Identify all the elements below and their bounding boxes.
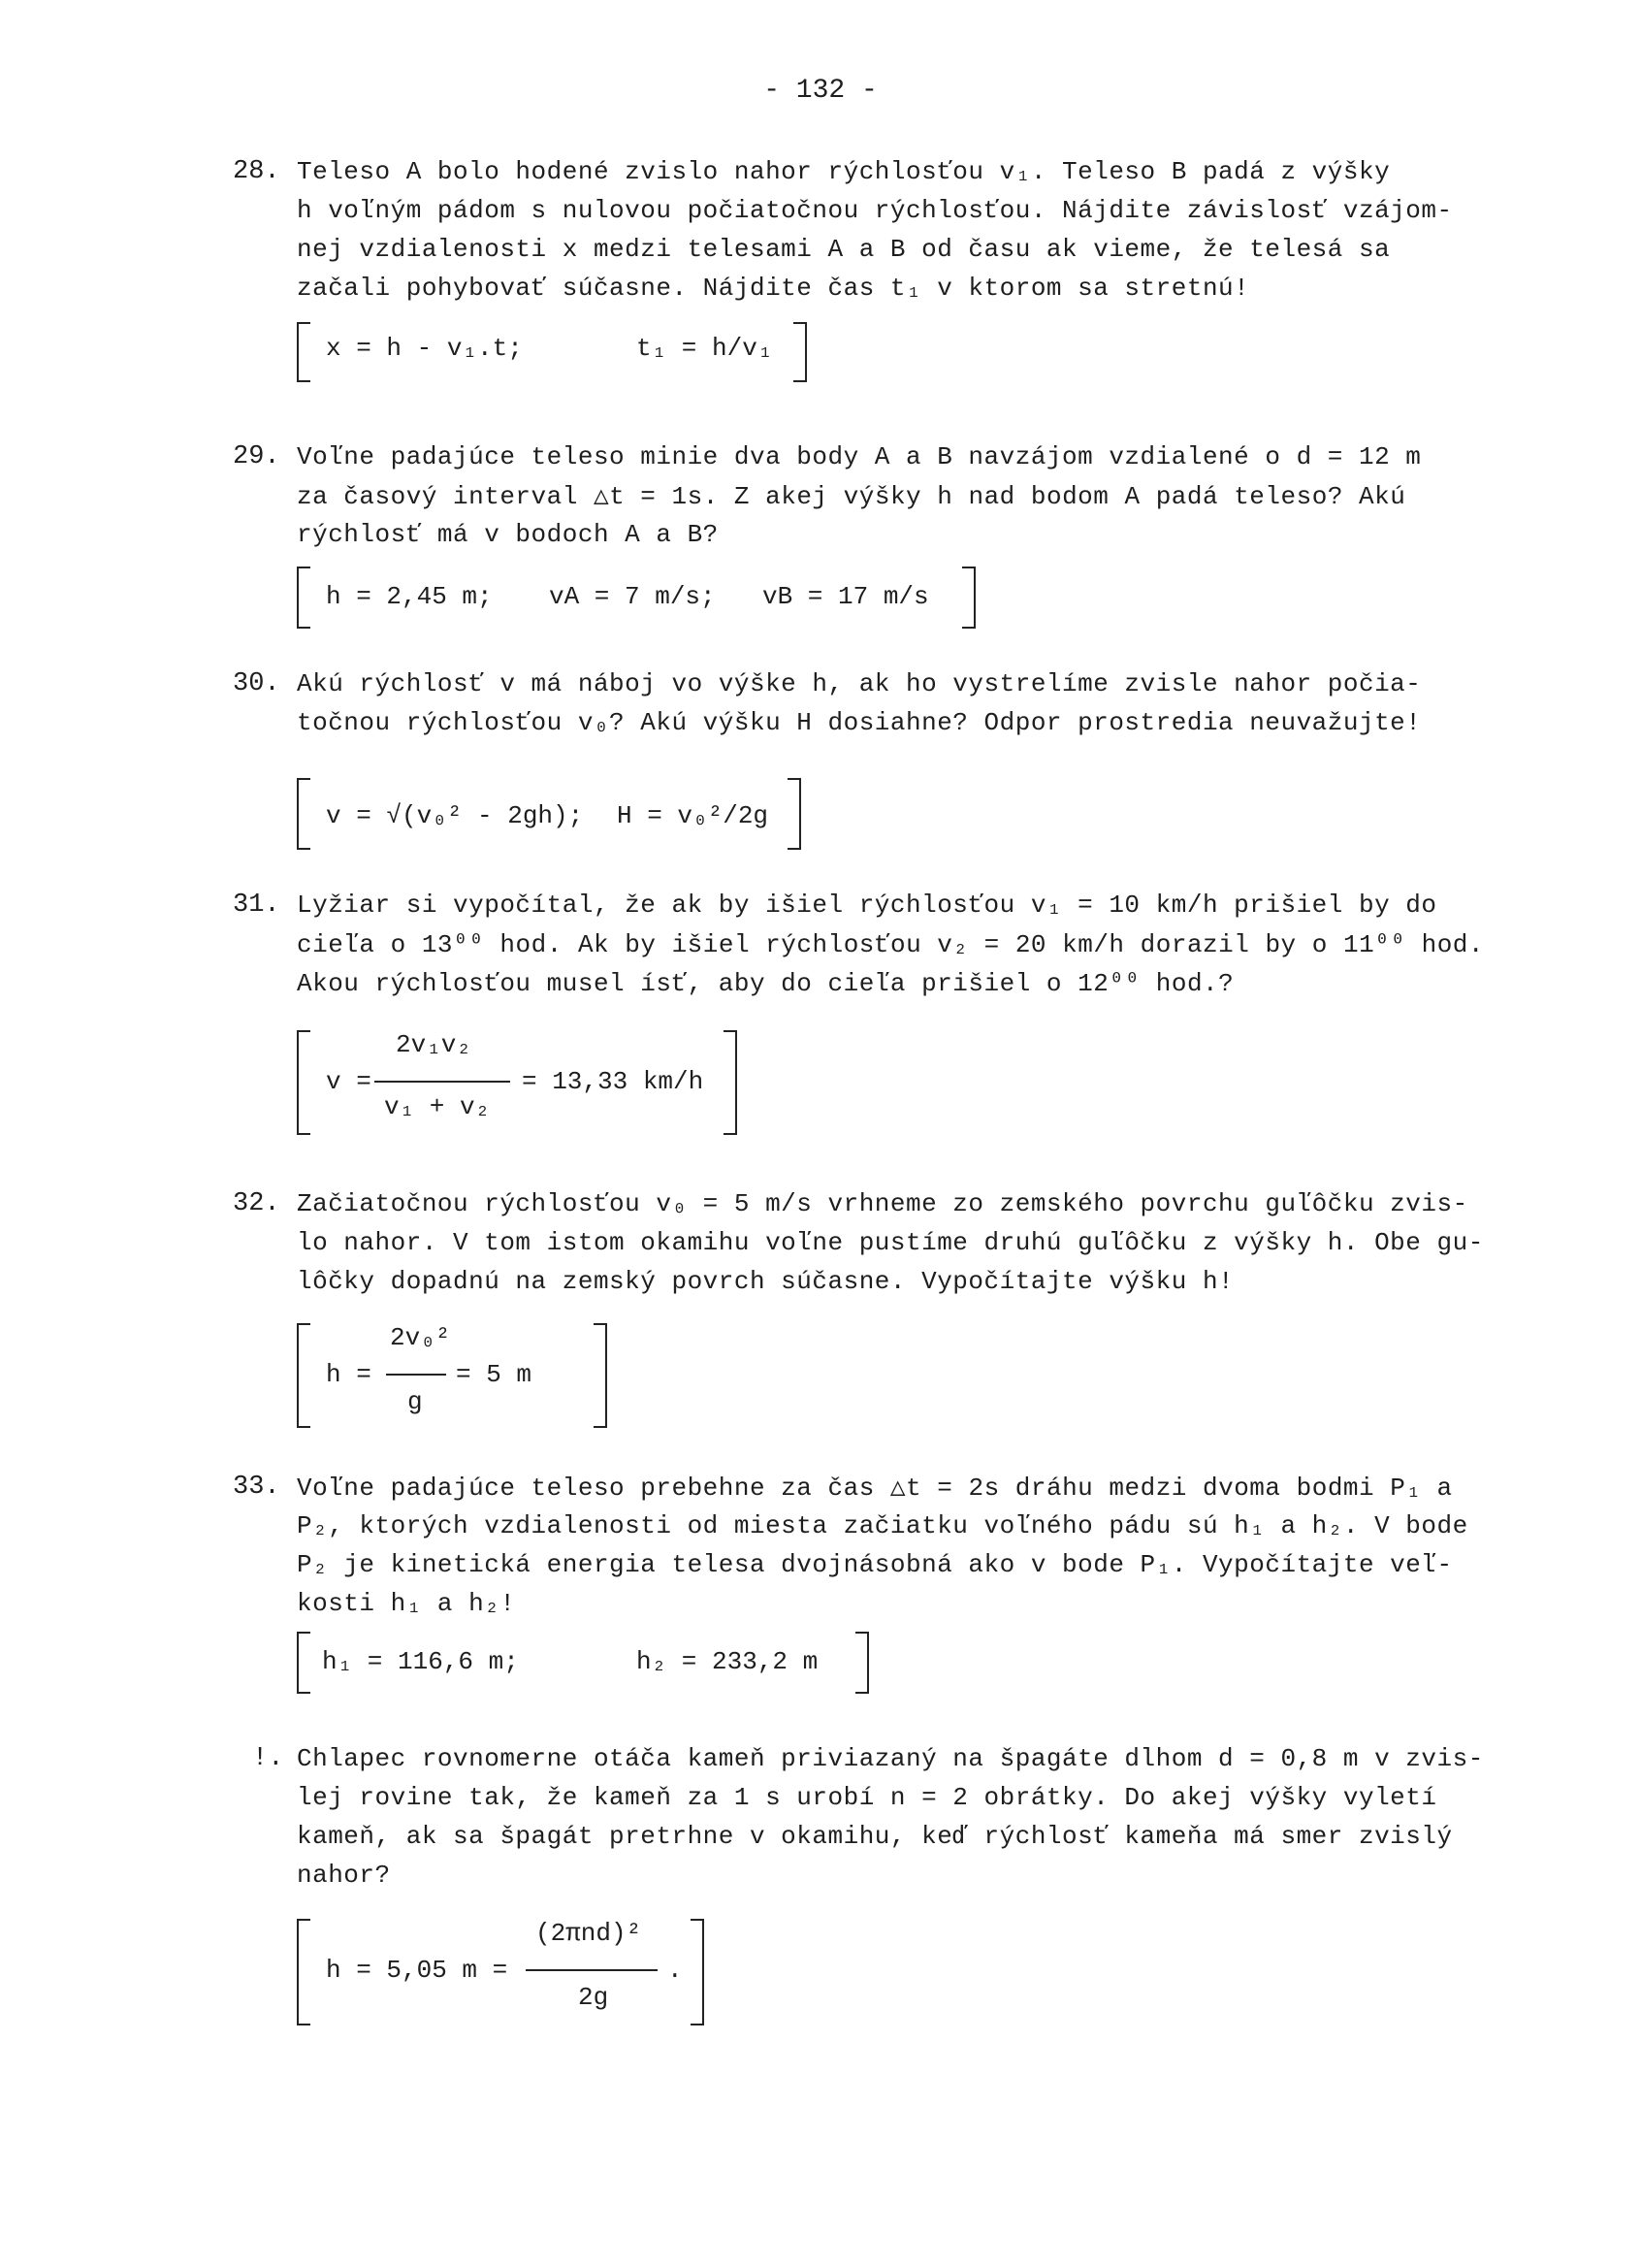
problem-text-line: za časový interval △t = 1s. Z akej výšky h nad bodom A padá teleso? Akú bbox=[297, 482, 1406, 511]
problem-text-line: Voľne padajúce teleso minie dva body A a B navzájom vzdialené o d = 12 m bbox=[297, 442, 1422, 471]
fraction-denominator: 2g bbox=[578, 1983, 609, 2012]
answer-formula: h₂ = 233,2 m bbox=[636, 1647, 819, 1676]
answer-formula: v = bbox=[326, 1067, 371, 1096]
problem-text-line: cieľa o 13⁰⁰ hod. Ak by išiel rýchlosťou v₂ = 20 km/h dorazil by o 11⁰⁰ hod. bbox=[297, 930, 1484, 959]
left-bracket bbox=[297, 1632, 310, 1694]
problem-text-line: lej rovine tak, že kameň za 1 s urobí n = 2 obrátky. Do akej výšky vyletí bbox=[297, 1783, 1437, 1812]
answer-formula: vA = 7 m/s; bbox=[549, 582, 716, 611]
left-bracket bbox=[297, 1919, 310, 2025]
fraction-numerator: 2v₁v₂ bbox=[396, 1030, 472, 1059]
problem-text-line: Voľne padajúce teleso prebehne za čas △t = 2s dráhu medzi dvoma bodmi P₁ a bbox=[297, 1474, 1453, 1503]
fraction-numerator: 2v₀² bbox=[390, 1323, 451, 1352]
answer-formula: h₁ = 116,6 m; bbox=[322, 1647, 519, 1676]
answer-formula: h = bbox=[326, 1360, 371, 1389]
answer-formula: x = h - v₁.t; bbox=[326, 334, 523, 363]
right-bracket bbox=[594, 1323, 607, 1428]
right-bracket bbox=[962, 567, 976, 629]
problem-number: 33. bbox=[233, 1473, 280, 1502]
right-bracket bbox=[788, 778, 801, 850]
problem-text-line: Akou rýchlosťou musel ísť, aby do cieľa prišiel o 12⁰⁰ hod.? bbox=[297, 969, 1235, 998]
right-bracket bbox=[855, 1632, 869, 1694]
fraction-numerator: (2πnd)² bbox=[535, 1919, 642, 1948]
left-bracket bbox=[297, 567, 310, 629]
problem-text-line: Začiatočnou rýchlosťou v₀ = 5 m/s vrhneme zo zemského povrchu guľôčku zvis- bbox=[297, 1189, 1468, 1218]
problem-number: 31. bbox=[233, 891, 280, 920]
problem-text-line: lo nahor. V tom istom okamihu voľne pustíme druhú guľôčku z výšky h. Obe gu- bbox=[297, 1228, 1484, 1257]
answer-formula: h = 5,05 m = bbox=[326, 1956, 508, 1985]
problem-text-line: kosti h₁ a h₂! bbox=[297, 1589, 516, 1618]
problem-text-line: h voľným pádom s nulovou počiatočnou rýchlosťou. Nájdite závislosť vzájom- bbox=[297, 196, 1453, 225]
problem-text-line: Akú rýchlosť v má náboj vo výške h, ak ho vystrelíme zvisle nahor počia- bbox=[297, 669, 1422, 698]
page-number: - 132 - bbox=[763, 76, 878, 106]
problem-number: 29. bbox=[233, 442, 280, 471]
fraction-denominator: v₁ + v₂ bbox=[384, 1092, 491, 1121]
fraction-bar bbox=[526, 1969, 658, 1971]
right-bracket bbox=[691, 1919, 704, 2025]
problem-text-line: P₂, ktorých vzdialenosti od miesta začiatku voľného pádu sú h₁ a h₂. V bode bbox=[297, 1511, 1468, 1540]
problem-text-line: lôčky dopadnú na zemský povrch súčasne. Vypočítajte výšku h! bbox=[297, 1267, 1235, 1296]
answer-formula: = 5 m bbox=[456, 1360, 532, 1389]
problem-text-line: rýchlosť má v bodoch A a B? bbox=[297, 520, 719, 549]
problem-number: 28. bbox=[233, 157, 280, 186]
problem-text-line: kameň, ak sa špagát pretrhne v okamihu, keď rýchlosť kameňa má smer zvislý bbox=[297, 1822, 1453, 1851]
problem-text-line: Chlapec rovnomerne otáča kameň priviazaný na špagáte dlhom d = 0,8 m v zvis- bbox=[297, 1744, 1484, 1773]
problem-text-line: točnou rýchlosťou v₀? Akú výšku H dosiahne? Odpor prostredia neuvažujte! bbox=[297, 708, 1422, 737]
answer-formula: . bbox=[667, 1956, 683, 1985]
left-bracket bbox=[297, 322, 310, 382]
problem-text-line: nahor? bbox=[297, 1861, 391, 1890]
right-bracket bbox=[793, 322, 807, 382]
problem-text-line: začali pohybovať súčasne. Nájdite čas t₁ v ktorom sa stretnú! bbox=[297, 274, 1250, 303]
fraction-denominator: g bbox=[407, 1387, 423, 1416]
answer-formula: = 13,33 km/h bbox=[522, 1067, 704, 1096]
answer-formula: vB = 17 m/s bbox=[762, 582, 929, 611]
problem-text-line: Lyžiar si vypočítal, že ak by išiel rýchlosťou v₁ = 10 km/h prišiel by do bbox=[297, 891, 1437, 920]
answer-formula: h = 2,45 m; bbox=[326, 582, 493, 611]
fraction-bar bbox=[374, 1081, 510, 1083]
problem-text-line: Teleso A bolo hodené zvislo nahor rýchlosťou v₁. Teleso B padá z výšky bbox=[297, 157, 1391, 186]
problem-number: 30. bbox=[233, 669, 280, 698]
problem-number: !. bbox=[252, 1744, 284, 1773]
left-bracket bbox=[297, 1030, 310, 1135]
answer-formula: t₁ = h/v₁ bbox=[636, 334, 773, 363]
left-bracket bbox=[297, 778, 310, 850]
problem-text-line: P₂ je kinetická energia telesa dvojnásobná ako v bode P₁. Vypočítajte veľ- bbox=[297, 1550, 1453, 1579]
fraction-bar bbox=[386, 1374, 446, 1376]
problem-number: 32. bbox=[233, 1189, 280, 1218]
answer-formula: H = v₀²/2g bbox=[617, 801, 769, 830]
problem-text-line: nej vzdialenosti x medzi telesami A a B od času ak vieme, že telesá sa bbox=[297, 235, 1391, 264]
right-bracket bbox=[724, 1030, 737, 1135]
left-bracket bbox=[297, 1323, 310, 1428]
answer-formula: v = √(v₀² - 2gh); bbox=[326, 801, 584, 830]
